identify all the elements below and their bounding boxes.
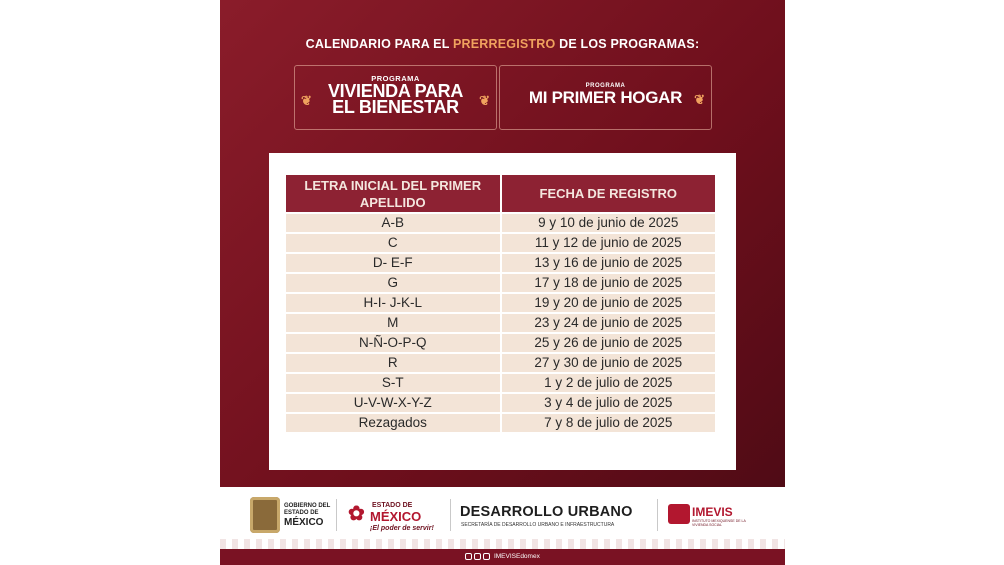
divider [450,499,451,531]
table-row [286,354,715,372]
leaf-icon: ❦ [301,93,312,108]
cell-letra: N-Ñ-O-P-Q [286,334,500,352]
footer-logos [220,487,785,547]
decorative-pattern [220,539,785,549]
table-row [286,234,715,252]
table-header-row [286,175,715,212]
cell-letra: M [286,314,500,332]
table-row [286,334,715,352]
divider [336,499,337,531]
headline-highlight: PRERREGISTRO [453,37,556,51]
table-row [286,314,715,332]
program-mi-primer-hogar [499,65,712,130]
cell-letra: C [286,234,500,252]
gobierno-line2: ESTADO DE [284,510,319,516]
program-kicker: PROGRAMA [371,74,420,83]
table-row [286,214,715,232]
cell-fecha: 7 y 8 de julio de 2025 [502,414,716,432]
leaf-icon: ❦ [479,93,490,108]
desarrollo-urbano-title: DESARROLLO URBANO [460,504,633,520]
headline [220,37,785,51]
header-letra: LETRA INICIAL DEL PRIMER APELLIDO [286,175,500,212]
cell-fecha: 27 y 30 de junio de 2025 [502,354,716,372]
state-seal-icon [250,497,280,533]
instagram-icon[interactable] [483,553,490,560]
cell-fecha: 9 y 10 de junio de 2025 [502,214,716,232]
social-bar [220,549,785,565]
program-vivienda-bienestar [294,65,497,130]
headline-before: CALENDARIO PARA EL [305,37,453,51]
imevis-name: IMEVIS [692,505,733,519]
header-fecha: FECHA DE REGISTRO [502,175,716,212]
table-row [286,294,715,312]
imevis-subtitle: INSTITUTO MEXIQUENSE DE LA VIVIENDA SOCIAL [692,519,746,527]
cell-fecha: 3 y 4 de julio de 2025 [502,394,716,412]
table-row [286,274,715,292]
x-icon[interactable] [474,553,481,560]
edomex-tagline: ¡El poder de servir! [370,525,434,532]
table-row [286,394,715,412]
cell-letra: A-B [286,214,500,232]
cell-fecha: 11 y 12 de junio de 2025 [502,234,716,252]
table-row [286,374,715,392]
edomex-small: ESTADO DE [372,502,413,509]
program-name-line2: EL BIENESTAR [332,97,459,117]
cell-fecha: 25 y 26 de junio de 2025 [502,334,716,352]
edomex-big: MÉXICO [370,509,422,524]
cell-fecha: 23 y 24 de junio de 2025 [502,314,716,332]
program-kicker: PROGRAMA [585,83,626,89]
cell-fecha: 17 y 18 de junio de 2025 [502,274,716,292]
program-name-line1: VIVIENDA PARA [327,81,464,101]
gobierno-line3: MÉXICO [284,517,324,528]
table-row [286,414,715,432]
program-name: MI PRIMER HOGAR [528,88,683,107]
cell-letra: D- E-F [286,254,500,272]
poster [220,0,785,565]
cell-fecha: 13 y 16 de junio de 2025 [502,254,716,272]
cell-letra: S-T [286,374,500,392]
imevis-house-icon [668,504,690,524]
cell-fecha: 1 y 2 de julio de 2025 [502,374,716,392]
desarrollo-urbano-subtitle: SECRETARÍA DE DESARROLLO URBANO E INFRAESTRUCTURA [461,522,615,528]
schedule-table [284,173,717,434]
divider [657,499,658,531]
gobierno-logo-text [284,503,330,528]
cell-letra: G [286,274,500,292]
headline-after: DE LOS PROGRAMAS: [555,37,700,51]
cell-letra: H-I- J-K-L [286,294,500,312]
social-handle[interactable]: IMEVISEdomex [493,553,540,560]
edomex-logo [348,497,436,537]
gobierno-line1: GOBIERNO DEL [284,503,331,509]
leaf-icon: ❦ [694,92,705,107]
facebook-icon[interactable] [465,553,472,560]
cell-letra: Rezagados [286,414,500,432]
cell-fecha: 19 y 20 de junio de 2025 [502,294,716,312]
edomex-flower-icon: ✿ [348,503,365,525]
table-row [286,254,715,272]
cell-letra: U-V-W-X-Y-Z [286,394,500,412]
schedule-card [269,153,736,470]
cell-letra: R [286,354,500,372]
